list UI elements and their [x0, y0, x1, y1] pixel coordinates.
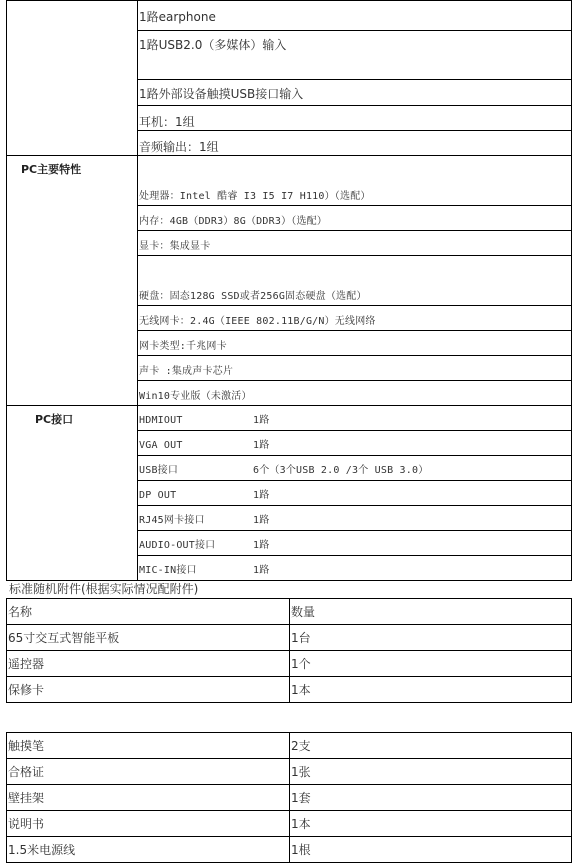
port-row	[138, 556, 572, 581]
accessories-caption: 标准随机附件(根据实际情况配附件)	[9, 582, 199, 596]
feature-text: 内存：4GB（DDR3）8G（DDR3）（选配）	[139, 216, 328, 227]
spec-item	[138, 80, 572, 106]
feature-item	[138, 331, 572, 356]
spec-item-text: 耳机：1组	[139, 115, 195, 129]
accessory-qty: 1个	[290, 651, 572, 677]
port-name: MIC-IN接口	[139, 564, 197, 576]
accessory-row	[7, 837, 572, 863]
feature-text: 网卡类型:千兆网卡	[139, 341, 227, 352]
accessory-qty: 1台	[290, 625, 572, 651]
spec-item	[138, 31, 572, 80]
port-row	[138, 531, 572, 556]
port-value: 1路	[253, 514, 270, 526]
accessory-name: 65寸交互式智能平板	[7, 625, 290, 651]
port-value: 1路	[253, 439, 270, 451]
port-value: 6个（3个USB 2.0 /3个 USB 3.0）	[253, 464, 429, 476]
port-value: 1路	[253, 564, 270, 576]
feature-text: 无线网卡：2.4G（IEEE 802.11B/G/N）无线网络	[139, 316, 376, 327]
category-label: PC接口	[35, 413, 74, 426]
category-pc-features	[7, 156, 138, 406]
accessory-name: 保修卡	[7, 677, 290, 703]
accessory-row	[7, 785, 572, 811]
port-name: HDMIOUT	[139, 414, 183, 426]
spec-row	[7, 156, 572, 206]
accessory-row	[7, 733, 572, 759]
accessory-qty: 1根	[290, 837, 572, 863]
port-row	[138, 506, 572, 531]
accessories-header-row	[7, 599, 572, 625]
spec-row	[7, 406, 572, 431]
port-name: VGA OUT	[139, 439, 183, 451]
spec-item	[138, 106, 572, 131]
accessories-table-2	[6, 732, 572, 863]
spec-item-text: 音频输出：1组	[139, 140, 219, 154]
port-row	[138, 456, 572, 481]
accessory-name: 触摸笔	[7, 733, 290, 759]
port-value: 1路	[253, 414, 270, 426]
feature-text: 处理器：Intel 酷睿 I3 I5 I7 H110）（选配）	[139, 191, 371, 202]
port-name: RJ45网卡接口	[139, 514, 205, 526]
feature-text: 显卡：集成显卡	[139, 241, 211, 252]
feature-item	[138, 206, 572, 231]
accessory-name: 壁挂架	[7, 785, 290, 811]
accessory-row	[7, 651, 572, 677]
accessory-qty: 1套	[290, 785, 572, 811]
accessories-table-1	[6, 598, 572, 703]
header-qty: 数量	[290, 599, 572, 625]
spec-item-text: 1路外部设备触摸USB接口输入	[139, 87, 304, 101]
port-name: DP OUT	[139, 489, 177, 501]
spec-item-text: 1路earphone	[139, 10, 216, 24]
port-row	[138, 431, 572, 456]
feature-text: 硬盘：固态128G SSD或者256G固态硬盘（选配）	[139, 291, 367, 302]
port-value: 1路	[253, 489, 270, 501]
accessory-name: 1.5米电源线	[7, 837, 290, 863]
accessory-qty: 1张	[290, 759, 572, 785]
accessory-name: 遥控器	[7, 651, 290, 677]
feature-item	[138, 156, 572, 206]
port-name: USB接口	[139, 464, 179, 476]
feature-item	[138, 381, 572, 406]
feature-item	[138, 231, 572, 256]
port-name: AUDIO-OUT接口	[139, 539, 216, 551]
category-pc-ports	[7, 406, 138, 581]
accessory-row	[7, 677, 572, 703]
spec-item	[138, 131, 572, 156]
port-value: 1路	[253, 539, 270, 551]
accessory-name: 合格证	[7, 759, 290, 785]
accessory-row	[7, 759, 572, 785]
accessory-qty: 1本	[290, 811, 572, 837]
spec-row	[7, 1, 572, 31]
category-blank	[7, 1, 138, 156]
feature-item	[138, 306, 572, 331]
header-name: 名称	[7, 599, 290, 625]
spec-item-text: 1路USB2.0（多媒体）输入	[139, 38, 287, 52]
spec-table	[6, 0, 572, 581]
port-row	[138, 406, 572, 431]
accessory-row	[7, 811, 572, 837]
spec-item	[138, 1, 572, 31]
port-row	[138, 481, 572, 506]
feature-item	[138, 356, 572, 381]
feature-item	[138, 256, 572, 306]
category-label: PC主要特性	[21, 163, 82, 176]
accessory-qty: 1本	[290, 677, 572, 703]
accessory-name: 说明书	[7, 811, 290, 837]
feature-text: Win10专业版（未激活）	[139, 391, 252, 402]
accessory-qty: 2支	[290, 733, 572, 759]
feature-text: 声卡 :集成声卡芯片	[139, 366, 234, 377]
accessory-row	[7, 625, 572, 651]
